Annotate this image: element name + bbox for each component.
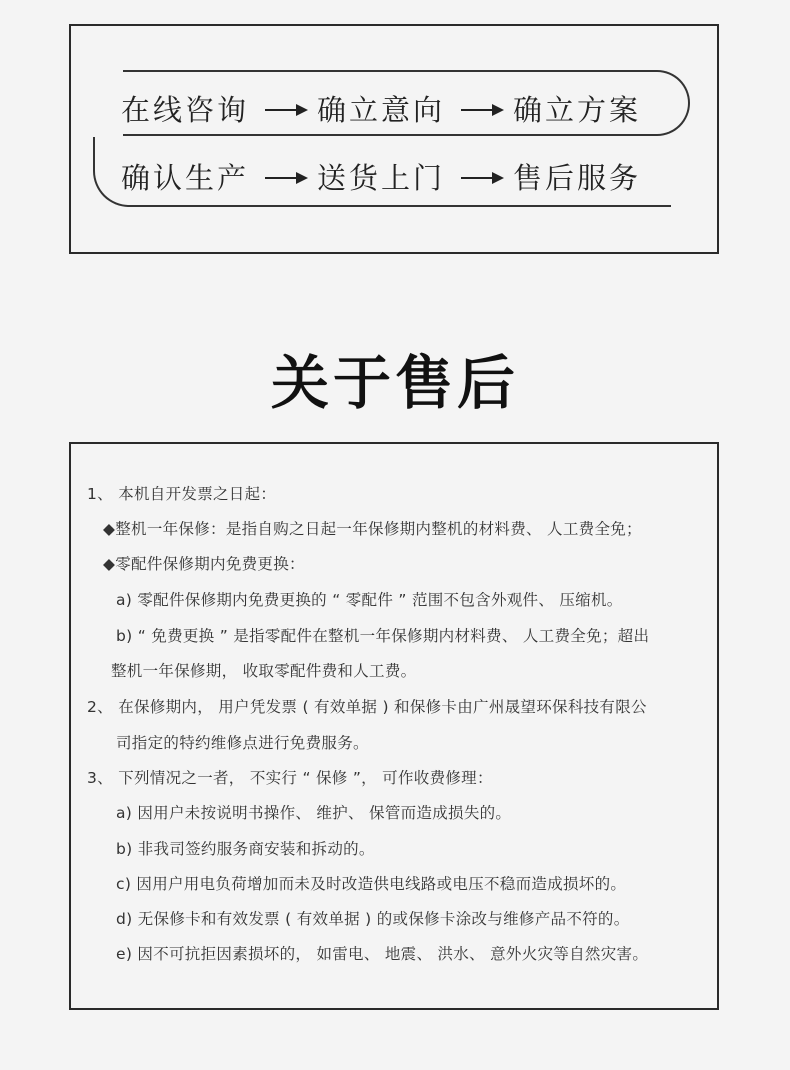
term-line: b) 非我司签约服务商安装和拆动的。 [116, 840, 375, 858]
term-line: b) “ 免费更换 ” 是指零配件在整机一年保修期内材料费、 人工费全免；超出 [116, 627, 650, 645]
flow-row-1 [71, 88, 717, 128]
flow-step-intent: 确立意向 [317, 92, 446, 127]
term-line: d) 无保修卡和有效发票 ( 有效单据 ) 的或保修卡涂改与维修产品不符的。 [116, 910, 630, 928]
term-line: 整机一年保修期， 收取零配件费和人工费。 [111, 662, 417, 680]
flow-row-2 [71, 156, 717, 196]
arrow-right-icon [461, 177, 501, 179]
term-line: a) 因用户未按说明书操作、 维护、 保管而造成损失的。 [116, 804, 512, 822]
flow-step-plan: 确立方案 [513, 92, 642, 127]
process-flow-panel [69, 24, 719, 254]
arrow-right-icon [265, 177, 305, 179]
flow-step-consult: 在线咨询 [121, 92, 250, 127]
term-line: 3、 下列情况之一者， 不实行 “ 保修 ”， 可作收费修理： [87, 769, 493, 787]
flow-step-production: 确认生产 [121, 160, 250, 195]
term-line: 司指定的特约维修点进行免费服务。 [116, 734, 369, 752]
term-line: e) 因不可抗拒因素损坏的， 如雷电、 地震、 洪水、 意外火灾等自然灾害。 [116, 945, 649, 963]
term-line: ◆零配件保修期内免费更换： [103, 555, 305, 573]
term-line: c) 因用户用电负荷增加而未及时改造供电线路或电压不稳而造成损坏的。 [116, 875, 627, 893]
arrow-right-icon [461, 109, 501, 111]
term-line: a) 零配件保修期内免费更换的 “ 零配件 ” 范围不包含外观件、 压缩机。 [116, 591, 623, 609]
flow-step-delivery: 送货上门 [317, 160, 446, 195]
section-title: 关于售后 [270, 349, 519, 417]
term-line: 1、 本机自开发票之日起： [87, 485, 277, 503]
term-line: ◆整机一年保修：是指自购之日起一年保修期内整机的材料费、 人工费全免； [103, 520, 642, 538]
term-line: 2、 在保修期内， 用户凭发票 ( 有效单据 ) 和保修卡由广州晟望环保科技有限公 [87, 698, 647, 716]
after-sales-terms-panel [69, 442, 719, 1010]
arrow-right-icon [265, 109, 305, 111]
flow-step-after-sales: 售后服务 [513, 160, 642, 195]
